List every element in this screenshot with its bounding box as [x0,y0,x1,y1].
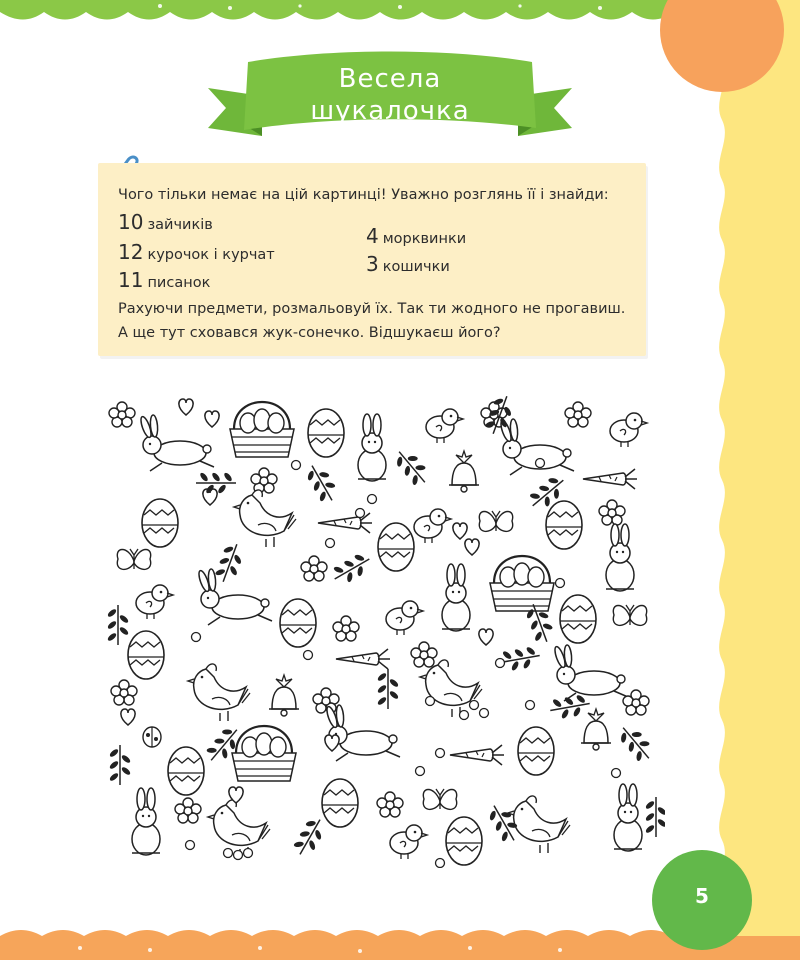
egg-icon [142,499,178,547]
egg-icon [322,779,358,827]
chick-icon [386,601,423,635]
count-item-bunnies [118,211,213,236]
heart-icon [121,709,135,725]
count-number: 4 [366,224,379,248]
bunny-icon [358,414,386,481]
basket-icon [230,402,294,457]
heart-icon [479,629,493,645]
flower-icon [599,500,625,525]
bunny-icon [442,564,470,631]
carrot-icon [450,745,504,765]
leaf-branch-icon [390,444,433,489]
flower-icon [623,690,649,715]
bunny-icon [139,415,214,471]
egg-icon [308,409,344,457]
hen-icon [188,664,250,721]
task-outro-line-2: А ще тут сховався жук-сонечко. Відшукаєш його? [118,325,501,341]
count-item-hens [118,241,275,266]
egg-icon [280,599,316,647]
count-label: зайчиків [147,217,213,233]
leaf-branch-icon [498,644,541,673]
heart-icon [325,735,339,751]
egg-icon [518,727,554,775]
leaf-branch-icon [212,540,247,585]
seek-and-find-picture [100,393,665,868]
egg-icon [546,501,582,549]
page-number: 5 [695,884,709,908]
egg-icon [168,747,204,795]
flower-icon [333,616,359,641]
leaf-branch-icon [107,605,130,645]
heart-icon [453,523,467,539]
carrot-icon [583,469,637,489]
flower-icon [565,402,591,427]
bunny-icon [606,524,634,591]
egg-icon [128,631,164,679]
title-line-1: Весела [338,64,442,94]
chick-icon [414,509,451,543]
count-label: кошички [382,259,450,275]
leaf-branch-icon [645,797,665,837]
flower-icon [175,798,201,823]
count-item-carrots [366,225,466,250]
flower-icon [313,688,339,713]
butterfly-icon [117,549,150,569]
flower-icon [251,468,277,493]
chick-icon [136,585,173,619]
count-number: 3 [366,252,379,276]
flower-icon [111,680,137,705]
egg-icon [378,523,414,571]
task-intro: Чого тільки немає на цій картинці! Уважно розглянь її і знайди: [118,187,609,203]
task-card [98,163,646,356]
flower-icon [109,402,135,427]
ladybug-icon [143,727,161,747]
basket-icon [490,556,554,611]
count-number: 10 [118,210,144,234]
count-label: морквинки [382,231,467,247]
butterfly-icon [423,789,456,809]
flower-icon [377,792,403,817]
leaf-branch-icon [302,460,342,506]
bunny-icon [553,645,628,701]
leaf-branch-icon [290,814,330,860]
flower-icon [411,642,437,667]
heart-icon [205,411,219,427]
count-item-baskets [366,253,450,278]
bunny-icon [197,569,272,625]
bunny-icon [132,788,160,855]
butterfly-icon [479,511,512,531]
count-number: 12 [118,240,144,264]
bell-icon [269,675,299,716]
leaf-branch-icon [329,549,375,589]
basket-icon [232,726,296,781]
bell-icon [449,451,479,492]
butterfly-icon [613,605,646,625]
chick-icon [426,409,463,443]
bunny-icon [325,705,400,761]
leaf-branch-icon [614,720,657,765]
bell-icon [581,709,611,750]
task-outro-line-1: Рахуючи предмети, розмальовуй їх. Так ти жодного не прогавиш. [118,301,626,317]
chick-icon [610,413,647,447]
heart-icon [465,539,479,555]
leaf-branch-icon [377,669,400,709]
bunny-icon [614,784,642,851]
hen-icon [234,490,296,547]
hen-icon [208,800,270,857]
count-item-eggs [118,269,210,294]
egg-icon [446,817,482,865]
leaf-branch-icon [109,745,132,785]
title-line-2: шукалочка [310,96,470,126]
flower-icon [301,556,327,581]
count-number: 11 [118,268,144,292]
heart-icon [179,399,193,415]
count-label: курочок і курчат [147,247,275,263]
chick-icon [390,825,427,859]
carrot-icon [336,649,390,669]
egg-icon [560,595,596,643]
count-label: писанок [147,275,211,291]
hen-icon [508,796,570,853]
